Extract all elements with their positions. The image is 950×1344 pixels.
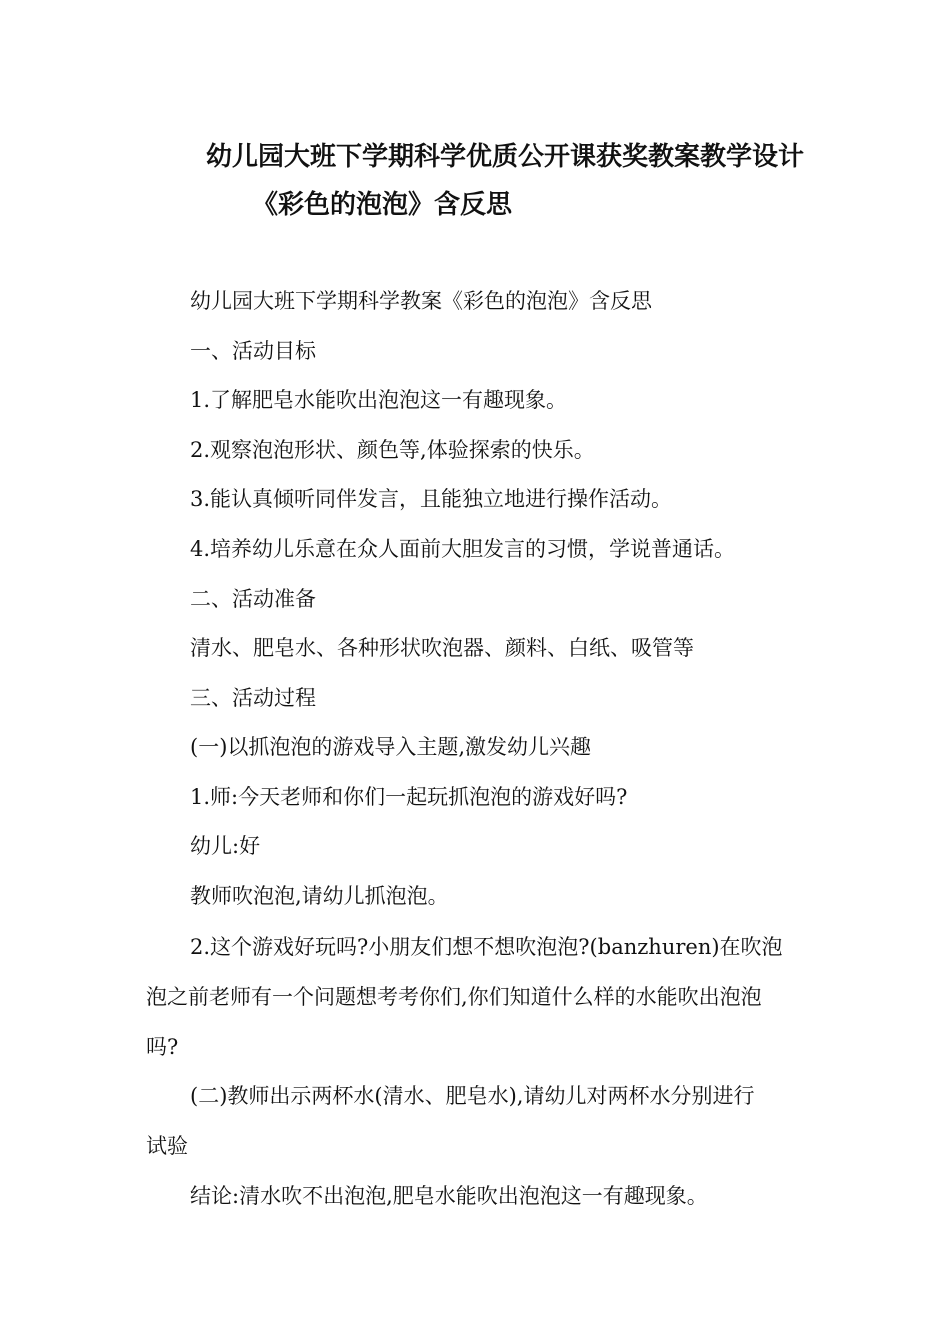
process-step-2-line-1: (二)教师出示两杯水(清水、肥皂水),请幼儿对两杯水分别进行 — [190, 1084, 755, 1108]
document-title-line-2: 《彩色的泡泡》含反思 — [251, 190, 512, 220]
process-step-1-heading: (一)以抓泡泡的游戏导入主题,激发幼儿兴趣 — [190, 735, 592, 759]
section-heading-preparation: 二、活动准备 — [190, 587, 316, 611]
conclusion: 结论:清水吹不出泡泡,肥皂水能吹出泡泡这一有趣现象。 — [190, 1184, 708, 1208]
process-step-2-line-2: 试验 — [146, 1134, 188, 1158]
goal-item-4: 4.培养幼儿乐意在众人面前大胆发言的习惯，学说普通话。 — [190, 537, 736, 561]
document-title-line-1: 幼儿园大班下学期科学优质公开课获奖教案教学设计 — [205, 142, 804, 172]
question-paragraph-line-2: 泡之前老师有一个问题想考考你们,你们知道什么样的水能吹出泡泡 — [146, 985, 762, 1009]
paragraph-subtitle: 幼儿园大班下学期科学教案《彩色的泡泡》含反思 — [190, 289, 652, 313]
question-paragraph-line-3: 吗? — [146, 1035, 179, 1059]
goal-item-3: 3.能认真倾听同伴发言，且能独立地进行操作活动。 — [190, 487, 673, 511]
preparation-materials: 清水、肥皂水、各种形状吹泡器、颜料、白纸、吸管等 — [190, 636, 694, 660]
question-paragraph-line-1: 2.这个游戏好玩吗?小朋友们想不想吹泡泡?(banzhuren)在吹泡 — [190, 935, 783, 959]
teacher-line: 1.师:今天老师和你们一起玩抓泡泡的游戏好吗? — [190, 785, 628, 809]
child-line: 幼儿:好 — [190, 834, 261, 858]
goal-item-1: 1.了解肥皂水能吹出泡泡这一有趣现象。 — [190, 388, 568, 412]
section-heading-goals: 一、活动目标 — [190, 339, 316, 363]
section-heading-process: 三、活动过程 — [190, 686, 316, 710]
teacher-action: 教师吹泡泡,请幼儿抓泡泡。 — [190, 884, 449, 908]
goal-item-2: 2.观察泡泡形状、颜色等,体验探索的快乐。 — [190, 438, 595, 462]
